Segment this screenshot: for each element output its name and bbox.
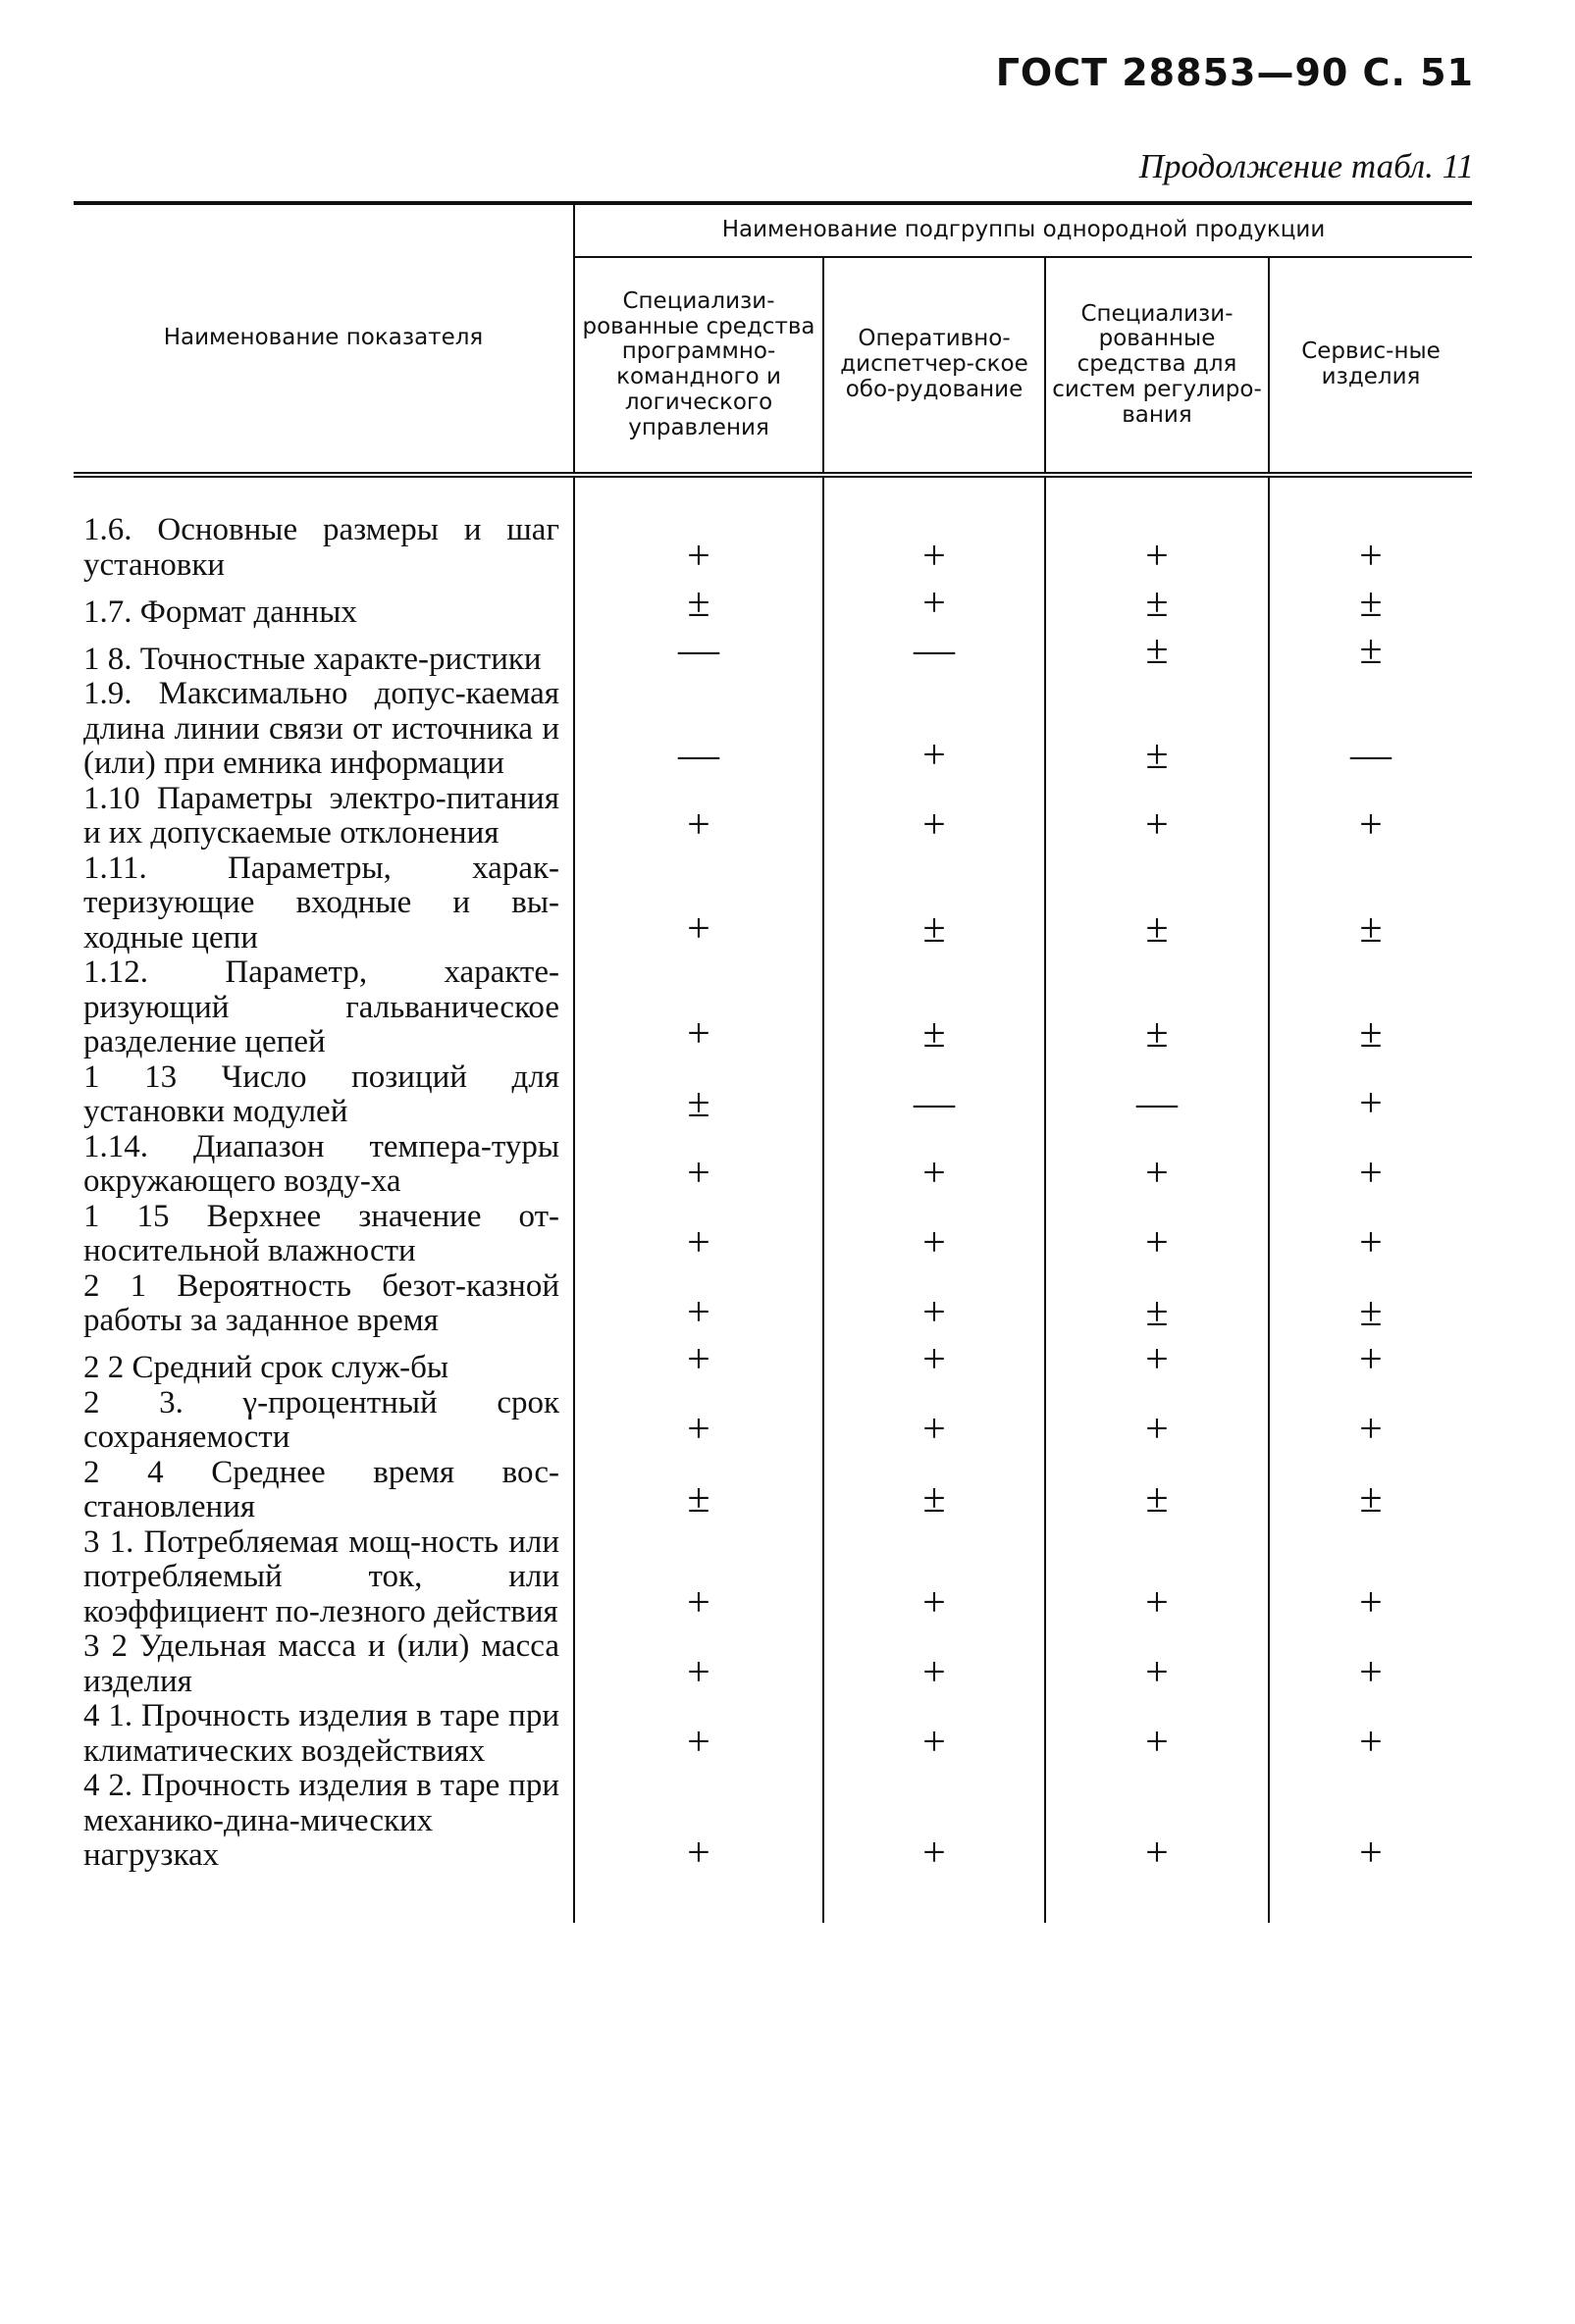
product-subgroup-header: Наименование подгруппы однородной продукции (574, 203, 1472, 257)
table-row (74, 475, 1472, 583)
indicator-name: 2 1 Вероятность безот-казной работы за заданное время (83, 1267, 559, 1338)
table-row (74, 1130, 1472, 1200)
applicability-mark: + (1269, 1386, 1472, 1456)
applicability-mark: + (1269, 1130, 1472, 1200)
applicability-mark: ± (1269, 630, 1472, 677)
indicator-name: 3 2 Удельная масса и (или) масса изделия (83, 1628, 559, 1699)
applicability-mark: — (1045, 1060, 1269, 1130)
applicability-mark: + (1269, 1769, 1472, 1923)
applicability-mark: ± (1045, 852, 1269, 956)
applicability-mark: + (1045, 1386, 1269, 1456)
applicability-mark: + (574, 1130, 823, 1200)
indicator-column-header: Наименование показателя (74, 203, 574, 475)
applicability-mark: + (823, 782, 1045, 852)
applicability-mark: + (823, 1386, 1045, 1456)
applicability-mark: + (1045, 1699, 1269, 1769)
applicability-mark: — (574, 677, 823, 782)
applicability-mark: ± (574, 1456, 823, 1525)
applicability-mark: + (1045, 1629, 1269, 1699)
applicability-mark: + (1045, 782, 1269, 852)
table-row (74, 1386, 1472, 1456)
applicability-mark: ± (1269, 1269, 1472, 1339)
indicator-name: 1.6. Основные размеры и шаг установки (83, 512, 559, 583)
table-row (74, 1200, 1472, 1269)
table-row (74, 677, 1472, 782)
applicability-mark: + (823, 1130, 1045, 1200)
applicability-mark: + (1045, 1339, 1269, 1386)
table-row (74, 1060, 1472, 1130)
applicability-mark: + (574, 1525, 823, 1630)
applicability-mark: ± (574, 1060, 823, 1130)
applicability-mark: — (823, 630, 1045, 677)
indicators-table (74, 201, 1472, 1923)
table-row (74, 1699, 1472, 1769)
indicator-name: 1.7. Формат данных (83, 594, 357, 630)
table-row (74, 583, 1472, 630)
applicability-mark: + (823, 475, 1045, 583)
applicability-mark: ± (823, 955, 1045, 1060)
applicability-mark: ± (1045, 1269, 1269, 1339)
table-row (74, 1629, 1472, 1699)
applicability-mark: + (1045, 1130, 1269, 1200)
applicability-mark: + (574, 475, 823, 583)
table-row (74, 1525, 1472, 1630)
applicability-mark: ± (823, 1456, 1045, 1525)
table-row (74, 955, 1472, 1060)
table-row (74, 1269, 1472, 1339)
applicability-mark: + (823, 1200, 1045, 1269)
applicability-mark: + (1269, 782, 1472, 852)
applicability-mark: + (574, 1629, 823, 1699)
applicability-mark: + (1269, 475, 1472, 583)
table-row (74, 630, 1472, 677)
indicator-name: 1 8. Точностные характе-ристики (83, 641, 542, 677)
applicability-mark: + (823, 1339, 1045, 1386)
applicability-mark: + (574, 782, 823, 852)
applicability-mark: + (574, 1200, 823, 1269)
applicability-mark: + (823, 1629, 1045, 1699)
applicability-mark: + (574, 1769, 823, 1923)
indicator-name: 1 13 Число позиций для установки модулей (83, 1059, 559, 1129)
column-header-programmable-control: Специализи-рованные средства программно-командного и логического управления (574, 257, 823, 475)
applicability-mark: + (1269, 1060, 1472, 1130)
indicator-name: 1.9. Максимально допус-каемая длина линии связи от источника и (или) при емника информации (83, 676, 559, 781)
indicator-name: 1.12. Параметр, характе-ризующий гальваническое разделение цепей (83, 955, 559, 1059)
document-code: ГОСТ 28853—90 С. 51 (995, 51, 1474, 94)
column-header-service-products: Сервис-ные изделия (1269, 257, 1472, 475)
indicator-name: 2 2 Средний срок служ-бы (83, 1350, 449, 1385)
applicability-mark: ± (574, 583, 823, 630)
applicability-mark: + (574, 1269, 823, 1339)
indicator-name: 3 1. Потребляемая мощ-ность или потребляемый ток, или коэффициент по-лезного действия (83, 1524, 559, 1629)
indicator-name: 1.14. Диапазон темпера-туры окружающего возду-ха (83, 1128, 559, 1199)
table-row (74, 782, 1472, 852)
applicability-mark: + (823, 583, 1045, 630)
applicability-mark: ± (1269, 852, 1472, 956)
applicability-mark: + (1269, 1629, 1472, 1699)
applicability-mark: — (574, 630, 823, 677)
applicability-mark: ± (1045, 677, 1269, 782)
applicability-mark: + (1045, 1769, 1269, 1923)
applicability-mark: + (1045, 1525, 1269, 1630)
applicability-mark: + (823, 1699, 1045, 1769)
applicability-mark: ± (1045, 630, 1269, 677)
column-header-regulation-systems: Специализи-рованные средства для систем регулиро-вания (1045, 257, 1269, 475)
applicability-mark: + (574, 955, 823, 1060)
applicability-mark: — (823, 1060, 1045, 1130)
applicability-mark: + (1269, 1699, 1472, 1769)
table-row (74, 1769, 1472, 1923)
indicator-name: 1.11. Параметры, харак-теризующие входные и вы-ходные цепи (83, 850, 559, 955)
table-row (74, 852, 1472, 956)
applicability-mark: + (823, 1769, 1045, 1923)
applicability-mark: ± (1269, 955, 1472, 1060)
table-row (74, 1339, 1472, 1386)
indicator-name: 1.10 Параметры электро-питания и их допускаемые отклонения (83, 780, 559, 851)
indicator-name: 2 3. γ-процентный срок сохраняемости (83, 1384, 559, 1455)
applicability-mark: + (823, 1269, 1045, 1339)
applicability-mark: + (574, 852, 823, 956)
applicability-mark: ± (1269, 583, 1472, 630)
applicability-mark: ± (1045, 1456, 1269, 1525)
applicability-mark: + (823, 677, 1045, 782)
applicability-mark: + (1269, 1339, 1472, 1386)
applicability-mark: ± (823, 852, 1045, 956)
applicability-mark: + (574, 1339, 823, 1386)
column-header-dispatch-equipment: Оперативно-диспетчер-ское обо-рудование (823, 257, 1045, 475)
applicability-mark: ± (1045, 583, 1269, 630)
indicator-name: 1 15 Верхнее значение от-носительной влажности (83, 1198, 559, 1268)
table-row (74, 1456, 1472, 1525)
table-continuation-label: Продолжение табл. 11 (1138, 147, 1474, 185)
applicability-mark: + (1045, 1200, 1269, 1269)
applicability-mark: + (1045, 475, 1269, 583)
applicability-mark: — (1269, 677, 1472, 782)
indicator-name: 4 1. Прочность изделия в таре при климатических воздействиях (83, 1698, 559, 1769)
applicability-mark: + (1269, 1200, 1472, 1269)
applicability-mark: + (1269, 1525, 1472, 1630)
applicability-mark: + (823, 1525, 1045, 1630)
indicator-name: 2 4 Среднее время вос-становления (83, 1454, 559, 1524)
applicability-mark: + (574, 1386, 823, 1456)
applicability-mark: + (574, 1699, 823, 1769)
indicator-name: 4 2. Прочность изделия в таре при механико-дина-мических нагрузках (83, 1768, 559, 1873)
applicability-mark: ± (1045, 955, 1269, 1060)
applicability-mark: ± (1269, 1456, 1472, 1525)
